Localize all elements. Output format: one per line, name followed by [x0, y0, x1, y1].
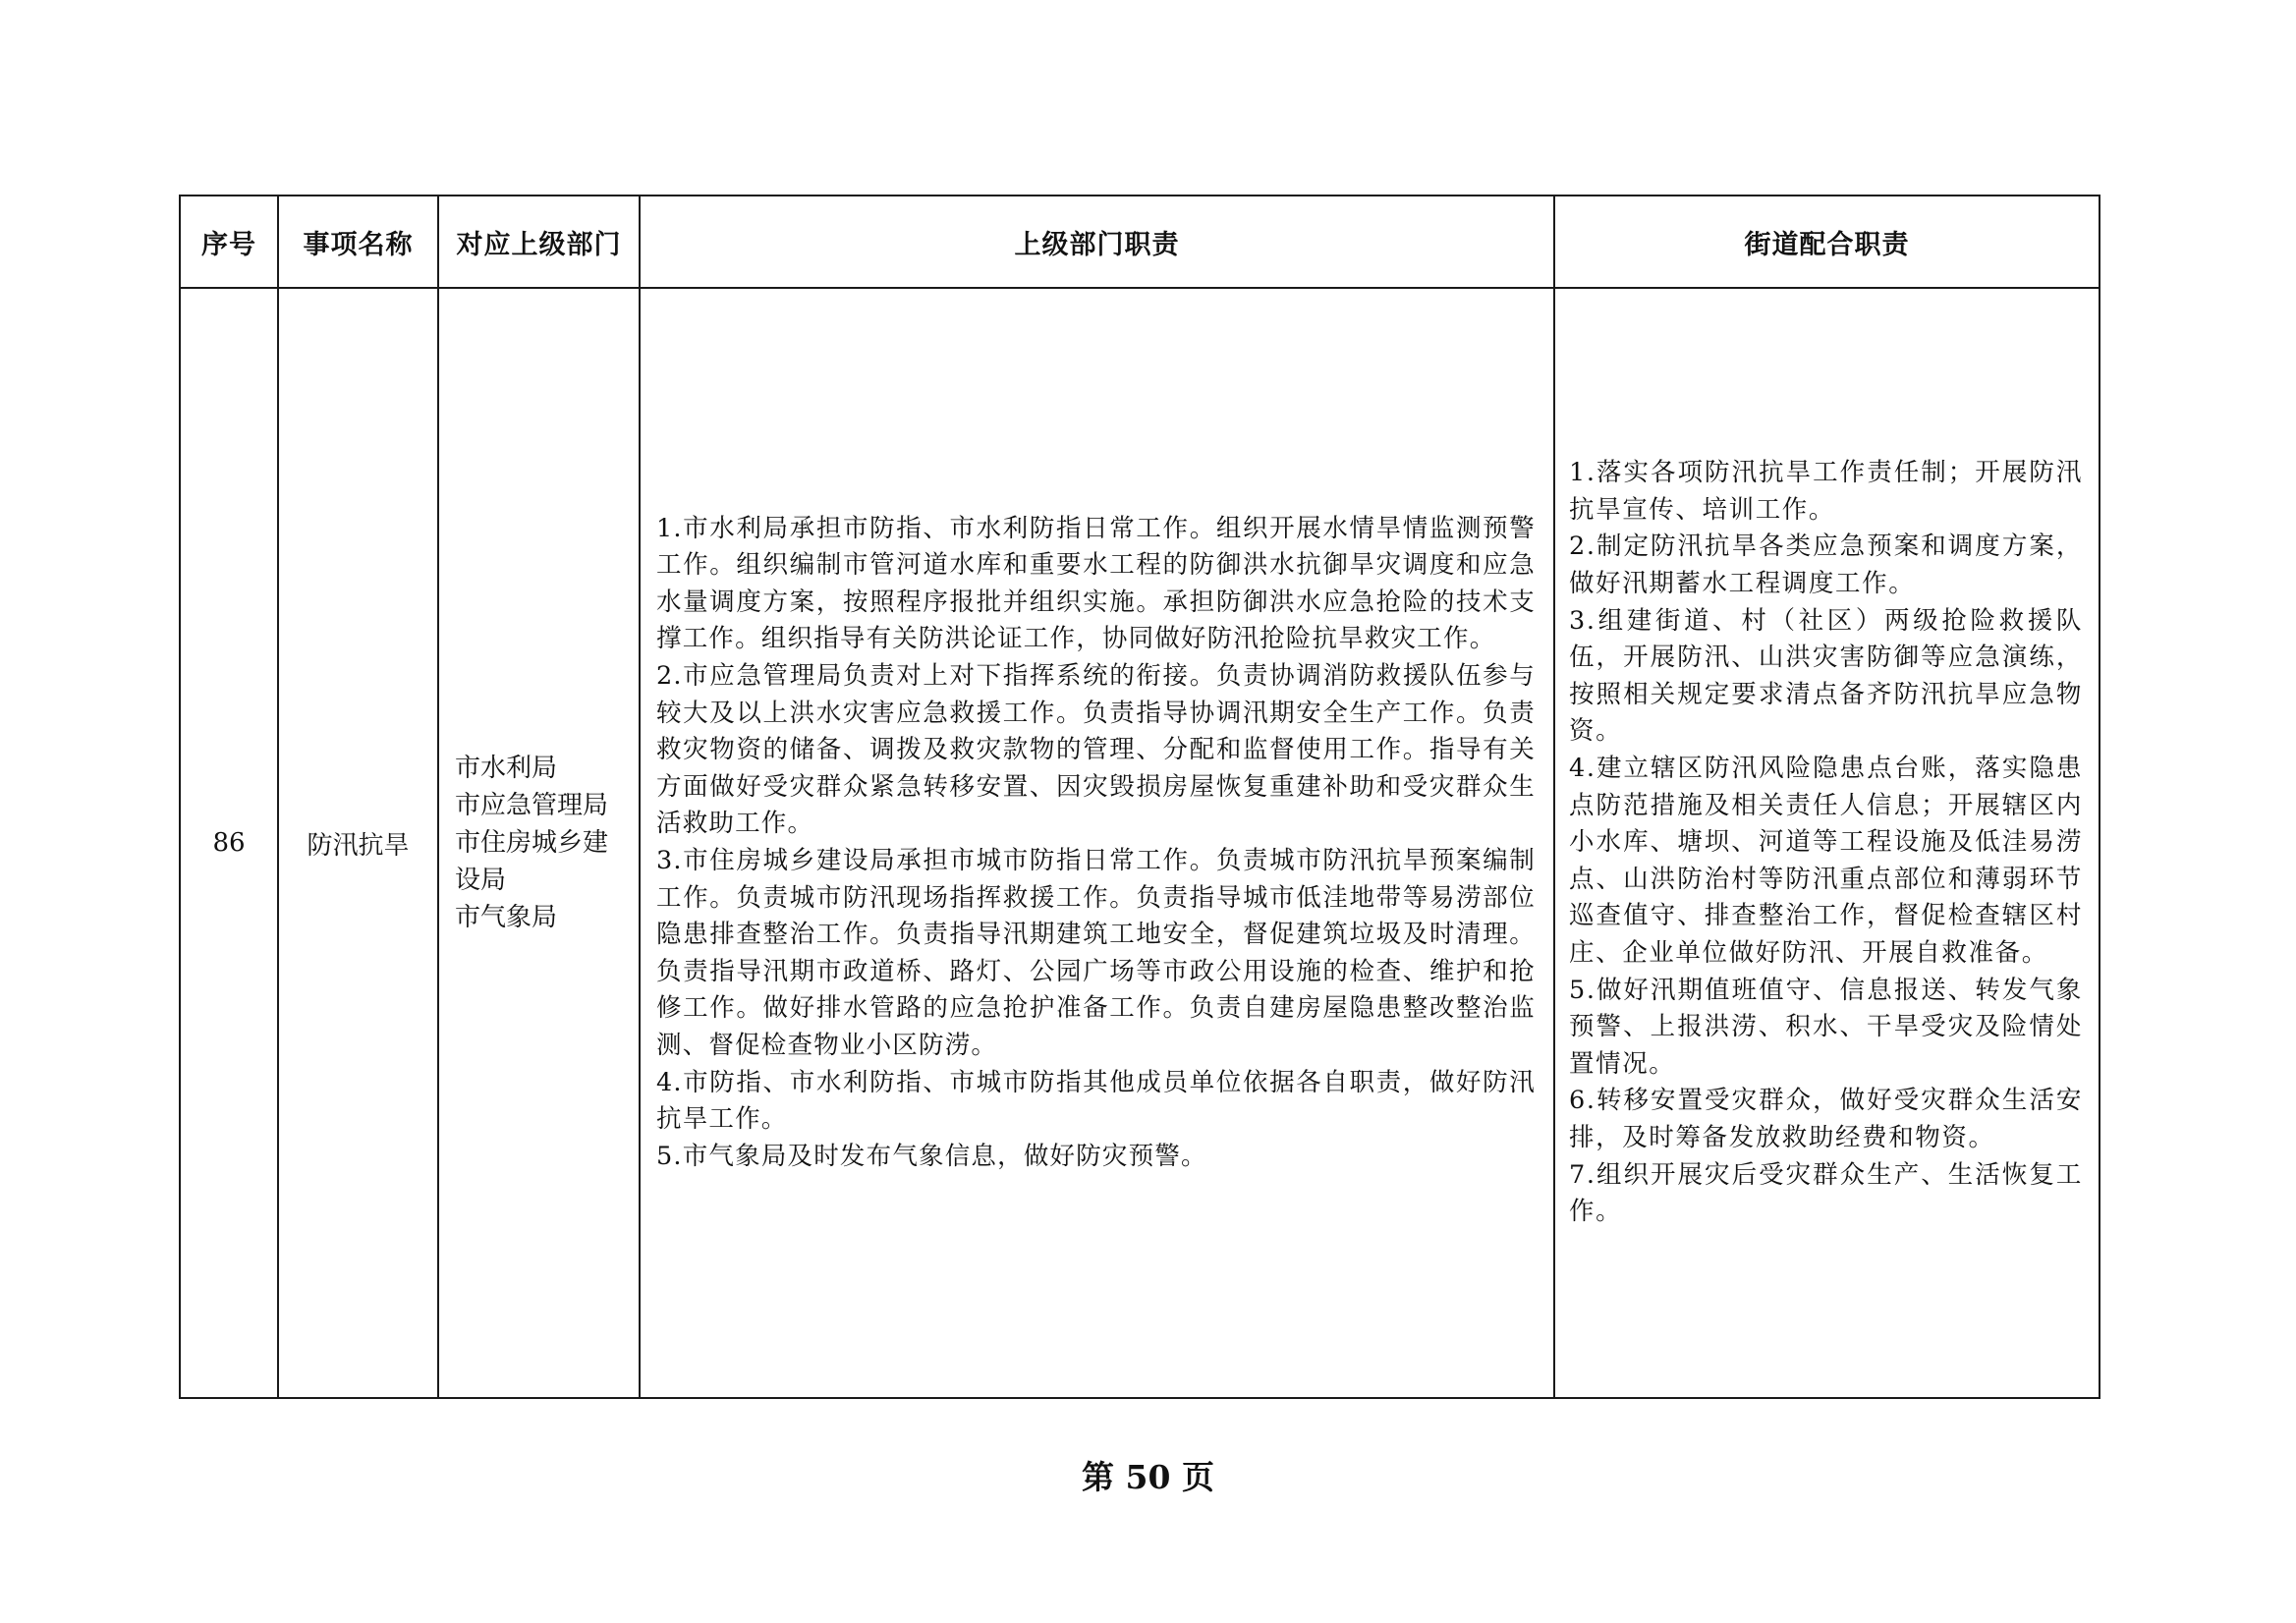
row-item-name: 防汛抗旱 — [278, 288, 438, 1398]
department-list — [439, 750, 639, 936]
header-row — [180, 196, 2100, 288]
street-duty-paragraph: 1.落实各项防汛抗旱工作责任制；开展防汛抗旱宣传、培训工作。 — [1569, 458, 2083, 525]
superior-duty-paragraph: 3.市住房城乡建设局承担市城市防指日常工作。负责城市防汛抗旱预案编制工作。负责城市防汛现场指挥救援工作。负责指导城市低洼地带等易涝部位隐患排查整治工作。负责指导汛期建筑工地安全，督促建筑垃圾及时清理。负责指导汛期市政道桥、路灯、公园广场等市政公用设施的检查、维护和抢修工作。做好排水管路的应急抢护准备工作。负责自建房屋隐患整改整治监测、督促检查物业小区防涝。 — [656, 846, 1536, 1060]
header-superior-duties: 上级部门职责 — [640, 196, 1554, 288]
row-superior-duties-cell — [640, 288, 1554, 1398]
superior-duty-paragraph: 5.市气象局及时发布气象信息，做好防灾预警。 — [656, 1141, 1207, 1171]
street-duties-text — [1555, 455, 2099, 1230]
header-superior-department: 对应上级部门 — [438, 196, 640, 288]
street-duty-paragraph: 5.做好汛期值班值守、信息报送、转发气象预警、上报洪涝、积水、干旱受灾及险情处置情况。 — [1569, 975, 2083, 1079]
header-number: 序号 — [180, 196, 278, 288]
superior-duty-paragraph: 2.市应急管理局负责对上对下指挥系统的衔接。负责协调消防救援队伍参与较大及以上洪水灾害应急救援工作。负责指导协调汛期安全生产工作。负责救灾物资的储备、调拨及救灾款物的管理、分配和监督使用工作。指导有关方面做好受灾群众紧急转移安置、因灾毁损房屋恢复重建补助和受灾群众生活救助工作。 — [656, 661, 1536, 839]
street-duty-paragraph: 7.组织开展灾后受灾群众生产、生活恢复工作。 — [1569, 1159, 2083, 1227]
superior-duty-paragraph: 1.市水利局承担市防指、市水利防指日常工作。组织开展水情旱情监测预警工作。组织编制市管河道水库和重要水工程的防御洪水抗御旱灾调度和应急水量调度方案，按照程序报批并组织实施。承担防御洪水应急抢险的技术支撑工作。组织指导有关防洪论证工作，协同做好防汛抢险抗旱救灾工作。 — [656, 513, 1536, 654]
street-duty-paragraph: 4.建立辖区防汛风险隐患点台账，落实隐患点防范措施及相关责任人信息；开展辖区内小水库、塘坝、河道等工程设施及低洼易涝点、山洪防治村等防汛重点部位和薄弱环节巡查值守、排查整治工作，督促检查辖区村庄、企业单位做好防汛、开展自救准备。 — [1569, 754, 2083, 968]
duty-table-container — [179, 195, 2099, 1399]
header-item-name: 事项名称 — [278, 196, 438, 288]
page-number: 第 50 页 — [1082, 1458, 1214, 1496]
street-duty-paragraph: 3.组建街道、村（社区）两级抢险救援队伍，开展防汛、山洪灾害防御等应急演练，按照相关规定要求清点备齐防汛抗旱应急物资。 — [1569, 605, 2083, 747]
row-street-duties-cell — [1554, 288, 2100, 1398]
superior-duties-text — [641, 511, 1553, 1176]
row-number: 86 — [180, 288, 278, 1398]
department-item: 市应急管理局 — [455, 791, 609, 820]
department-item: 市水利局 — [455, 754, 558, 783]
department-item: 市住房城乡建设局 — [455, 828, 609, 895]
department-item: 市气象局 — [455, 903, 558, 932]
row-departments-cell — [438, 288, 640, 1398]
table-row — [180, 288, 2100, 1398]
street-duty-paragraph: 6.转移安置受灾群众，做好受灾群众生活安排，及时筹备发放救助经费和物资。 — [1569, 1086, 2083, 1152]
header-street-duties: 街道配合职责 — [1554, 196, 2100, 288]
duty-table — [179, 195, 2100, 1399]
superior-duty-paragraph: 4.市防指、市水利防指、市城市防指其他成员单位依据各自职责，做好防汛抗旱工作。 — [656, 1067, 1536, 1135]
street-duty-paragraph: 2.制定防汛抗旱各类应急预案和调度方案，做好汛期蓄水工程调度工作。 — [1569, 532, 2083, 599]
